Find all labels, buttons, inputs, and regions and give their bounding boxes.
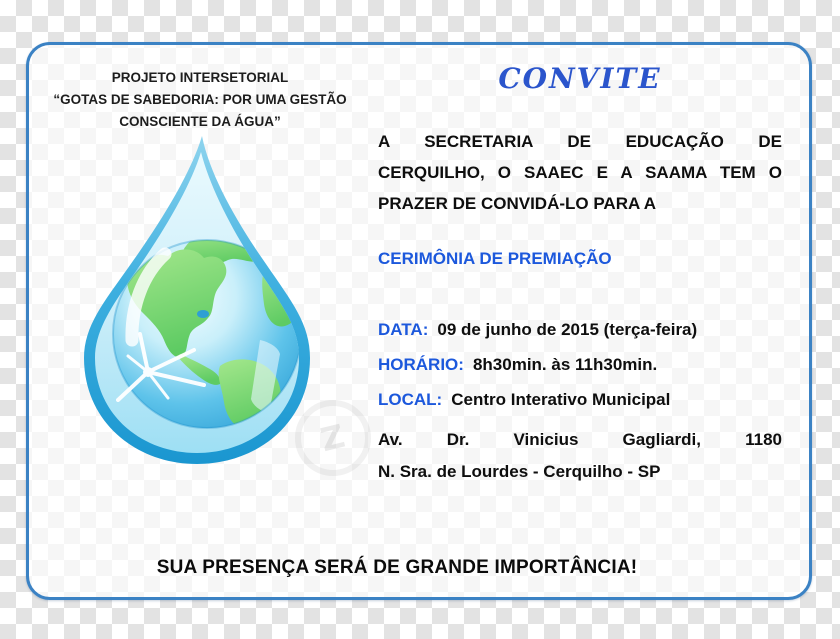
- invite-body-line-2: CERQUILHO, O SAAEC E A SAAMA TEM O: [378, 163, 782, 182]
- invite-heading: CONVITE: [498, 62, 662, 95]
- project-title-line-2: “GOTAS DE SABEDORIA: POR UMA GESTÃO: [53, 92, 347, 107]
- invite-body-line-1: A SECRETARIA DE EDUCAÇÃO DE: [378, 132, 782, 151]
- detail-row-date: [378, 312, 782, 347]
- detail-row-time: [378, 347, 782, 382]
- address-block: [378, 424, 782, 488]
- watermark-letter: Z: [317, 416, 349, 460]
- footer-message: SUA PRESENÇA SERÁ DE GRANDE IMPORTÂNCIA!: [156, 557, 638, 578]
- date-value: 09 de junho de 2015 (terça-feira): [437, 320, 698, 339]
- event-details: [378, 312, 782, 417]
- project-title-line-3: CONSCIENTE DA ÁGUA”: [119, 114, 281, 129]
- watermark-badge: [295, 400, 371, 476]
- address-line-1: Av. Dr. Vinicius Gagliardi, 1180: [378, 430, 782, 449]
- address-line-2: N. Sra. de Lourdes - Cerquilho - SP: [378, 462, 661, 481]
- location-value: Centro Interativo Municipal: [451, 390, 671, 409]
- project-title: [35, 67, 365, 133]
- invitation-card: [26, 42, 812, 600]
- time-label: HORÁRIO:: [378, 355, 464, 374]
- water-drop-globe-illustration: [70, 126, 326, 474]
- detail-row-location: [378, 382, 782, 417]
- time-value: 8h30min. às 11h30min.: [472, 355, 658, 374]
- event-name: CERIMÔNIA DE PREMIAÇÃO: [378, 249, 612, 268]
- invite-body-line-3: PRAZER DE CONVIDÁ-LO PARA A: [378, 194, 656, 213]
- date-label: DATA:: [378, 320, 429, 339]
- invite-body: [378, 126, 782, 219]
- invite-content: [378, 45, 782, 597]
- location-label: LOCAL:: [378, 390, 443, 409]
- project-title-line-1: PROJETO INTERSETORIAL: [111, 70, 289, 85]
